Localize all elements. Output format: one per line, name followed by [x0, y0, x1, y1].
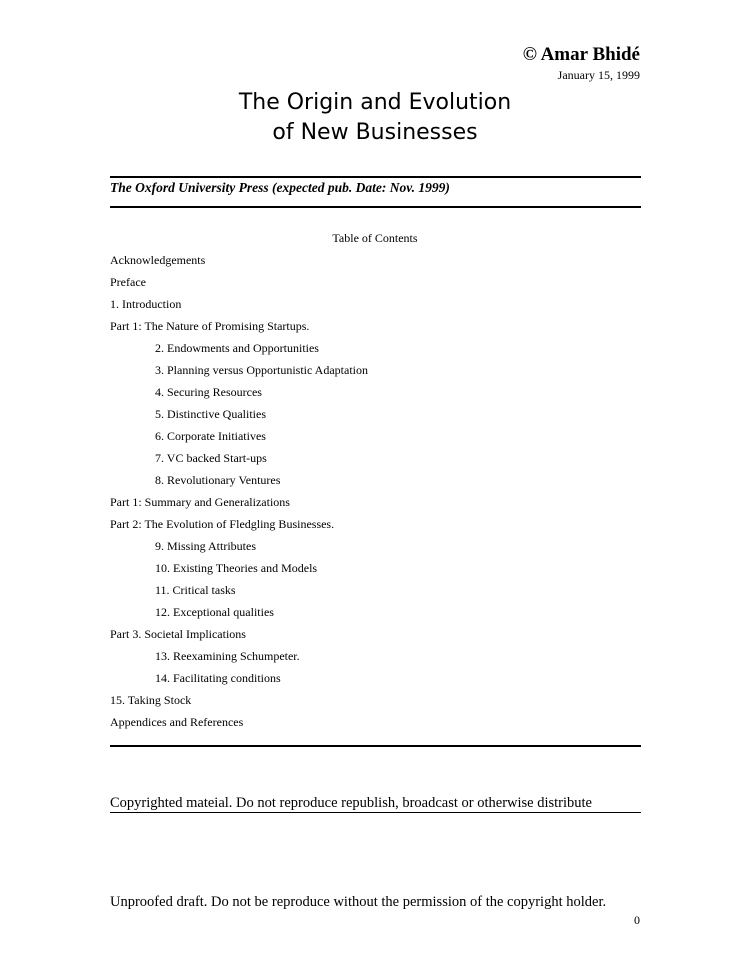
toc-item: 1. Introduction: [110, 297, 182, 311]
toc-item: 9. Missing Attributes: [155, 539, 257, 553]
toc-item: 2. Endowments and Opportunities: [155, 341, 319, 355]
toc-item: 4. Securing Resources: [155, 385, 262, 399]
divider-under-publisher: [110, 206, 641, 208]
toc-item: Part 1: The Nature of Promising Startups.: [110, 319, 310, 333]
toc-item: Acknowledgements: [110, 253, 206, 267]
page-title: [0, 88, 750, 148]
toc-item: Part 2: The Evolution of Fledgling Businesses.: [110, 517, 335, 531]
draft-notice: Unproofed draft. Do not be reproduce without the permission of the copyright holder.: [110, 894, 607, 910]
divider-under-notice: [110, 812, 641, 813]
divider-toc-end: [110, 745, 641, 747]
title-line-1: The Origin and Evolution: [238, 90, 512, 115]
toc-item: 11. Critical tasks: [155, 583, 236, 597]
toc-item: 12. Exceptional qualities: [155, 605, 274, 619]
toc-item: 7. VC backed Start-ups: [155, 451, 267, 465]
toc-item: 14. Facilitating conditions: [155, 671, 281, 685]
toc-item: Appendices and References: [110, 715, 244, 729]
toc-item: 3. Planning versus Opportunistic Adaptation: [155, 363, 368, 377]
title-line-2: of New Businesses: [272, 120, 478, 145]
document-date: January 15, 1999: [557, 68, 640, 82]
toc-heading: Table of Contents: [332, 231, 418, 245]
toc-item: 6. Corporate Initiatives: [155, 429, 266, 443]
toc-item: 13. Reexamining Schumpeter.: [155, 649, 300, 663]
toc-item: 8. Revolutionary Ventures: [155, 473, 281, 487]
publisher-line: The Oxford University Press (expected pub. Date: Nov. 1999): [110, 180, 450, 195]
toc-item: 10. Existing Theories and Models: [155, 561, 318, 575]
page-number: 0: [634, 913, 640, 927]
toc-item: Preface: [110, 275, 146, 289]
toc-item: 15. Taking Stock: [110, 693, 192, 707]
toc-item: Part 1: Summary and Generalizations: [110, 495, 290, 509]
toc-item: 5. Distinctive Qualities: [155, 407, 266, 421]
author-copyright: © Amar Bhidé: [522, 44, 640, 65]
copyright-notice: Copyrighted mateial. Do not reproduce republish, broadcast or otherwise distribute: [110, 795, 592, 811]
divider-top: [110, 176, 641, 178]
table-of-contents: [110, 253, 368, 737]
toc-item: Part 3. Societal Implications: [110, 627, 246, 641]
